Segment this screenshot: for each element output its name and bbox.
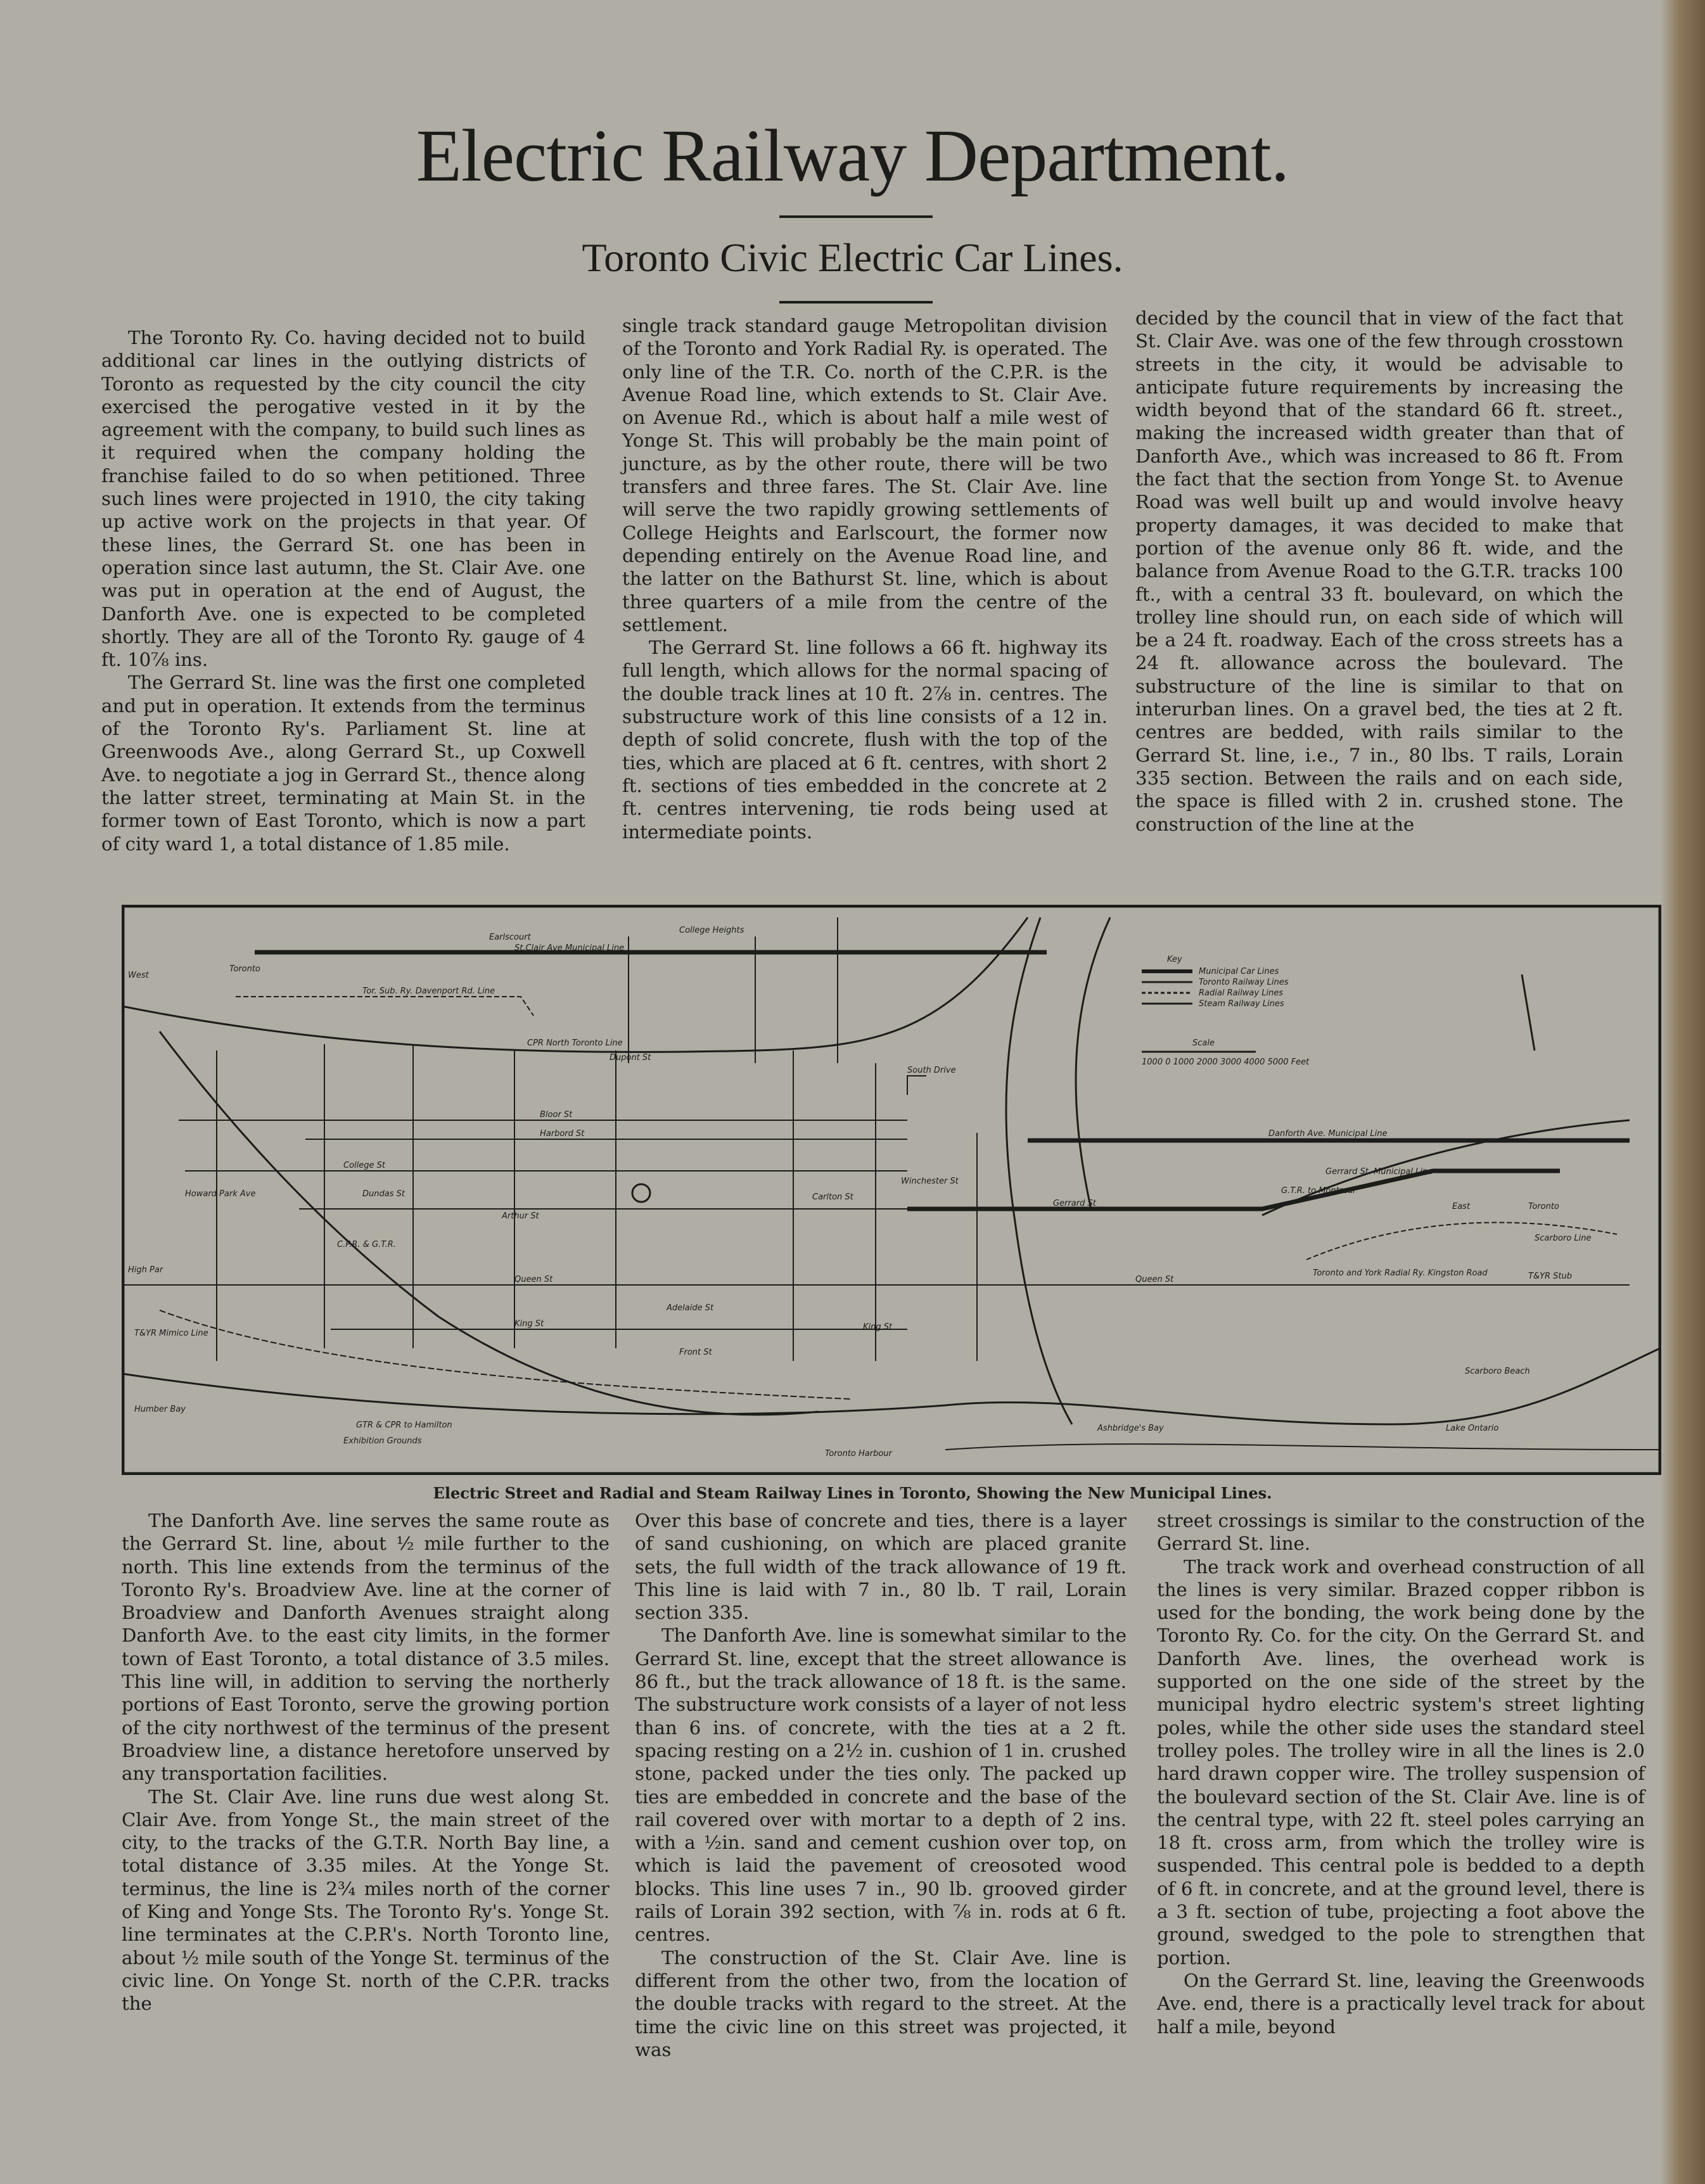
paragraph: Over this base of concrete and ties, there is a layer of sand cushioning, on which are placed granite sets, the full width of the track allowance of 19 ft. This line is laid with 7 in., 80 lb. T rail, Lorain section 335.: [635, 1510, 1127, 1624]
paragraph: street crossings is similar to the construction of the Gerrard St. line.: [1157, 1510, 1645, 1555]
map-caption: Electric Street and Radial and Steam Railway Lines in Toronto, Showing the New Municipal Lines.: [433, 1484, 1272, 1502]
map-label-arthur: Arthur St: [502, 1211, 539, 1221]
map-label-toronto-west: Toronto: [229, 964, 260, 974]
map-scale-text: 1000 0 1000 2000 3000 4000 5000 Feet: [1142, 1057, 1310, 1067]
paragraph: The Gerrard St. line was the first one completed and put in operation. It extends from the terminus of the Toronto Ry's. Parliament St. line at Greenwoods Ave., along Gerrard St., up Coxwell Ave. to negotiate a jog in Gerrard St., thence along the latter street, terminating at Main St. in the former town of East Toronto, which is now a part of city ward 1, a total distance of 1.85 mile.: [101, 672, 585, 855]
paragraph: The track work and overhead construction of all the lines is very similar. Brazed copper ribbon is used for the bonding, the work being done by the Toronto Ry. Co. for the city. On the Gerrard St. and Danforth Ave. lines, the overhead work is supported on the one side of the street by the municipal hydro electric system's street lighting poles, while the other side uses the standard steel trolley poles. The trolley wire in all the lines is 2.0 hard drawn copper wire. The trolley suspension of the boulevard section of the St. Clair Ave. line is of the central type, with 22 ft. steel poles carrying an 18 ft. cross arm, from which the trolley wire is suspended. This central pole is bedded to a depth of 6 ft. in concrete, and at the ground level, there is a 3 ft. section of tube, projecting a foot above the ground, swedged to the pole to strengthen that portion.: [1157, 1555, 1645, 1969]
map-label-exhibition: Exhibition Grounds: [343, 1436, 422, 1446]
map-label-gerrard-municipal: Gerrard St. Municipal Line: [1325, 1167, 1433, 1177]
map-label-ashbridges: Ashbridge's Bay: [1097, 1424, 1164, 1433]
paragraph: The St. Clair Ave. line runs due west along St. Clair Ave. from Yonge St., the main street of the city, to the tracks of the G.T.R. North Bay line, a total distance of 3.35 miles. At the Yonge St. terminus, the line is 2¾ miles north of the corner of King and Yonge Sts. The Toronto Ry's. Yonge St. line terminates at the C.P.R's. North Toronto line, about ½ mile south of the Yonge St. terminus of the civic line. On Yonge St. north of the C.P.R. tracks the: [122, 1785, 610, 2015]
map-label-carlton: Carlton St: [812, 1192, 853, 1202]
subtitle-rule: [779, 301, 933, 303]
page-title: Electric Railway Department.: [416, 114, 1289, 197]
paragraph: decided by the council that in view of the fact that St. Clair Ave. was one of the few through crosstown streets in the city, it would be advisable to anticipate future requirements by increasing the width beyond that of the standard 66 ft. street., making the increased width greater than that of Danforth Ave., which was increased to 86 ft. From the fact that the section from Yonge St. to Avenue Road was well built up and would involve heavy property damages, it was decided to make that portion of the avenue only 86 ft. wide, and the balance from Avenue Road to the G.T.R. tracks 100 ft., with a central 33 ft. boulevard, on which the trolley line should run, on each side of which will be a 24 ft. roadway. Each of the cross streets has a 24 ft. allowance across the boulevard. The substructure of the line is similar to that on interurban lines. On a gravel bed, the ties at 2 ft. centres are bedded, with rails similar to the Gerrard St. line, i.e., 7 in., 80 lbs. T rails, Lorain 335 section. Between the rails and on each side, the space is filled with 2 in. crushed stone. The construction of the line at the: [1135, 307, 1623, 835]
map-label-front: Front St: [679, 1348, 712, 1357]
article-column-5: [635, 1509, 1127, 2061]
map-label-king-west: King St: [514, 1319, 544, 1329]
paragraph: The construction of the St. Clair Ave. line is different from the other two, from the location of the double tracks with regard to the street. At the time the civic line on this street was projected, it was: [635, 1946, 1127, 2060]
map-label-college: College St: [343, 1161, 385, 1170]
map-key-item: Municipal Car Lines: [1199, 967, 1279, 976]
map-label-dupont: Dupont St: [610, 1053, 651, 1063]
map-label-tyr-mimico: T&YR Mimico Line: [134, 1329, 208, 1338]
map-label-cpr-gtr: C.P.R. & G.T.R.: [337, 1240, 396, 1249]
railway-map: [122, 905, 1661, 1475]
map-label-winchester: Winchester St: [901, 1177, 959, 1186]
article-column-2: [622, 314, 1108, 843]
map-label-gtr-montreal: G.T.R. to Montreal: [1281, 1186, 1355, 1196]
map-label-danforth: Danforth Ave. Municipal Line: [1268, 1129, 1388, 1139]
paragraph: The Gerrard St. line follows a 66 ft. highway its full length, which allows for the normal spacing of the double track lines at 10 ft. 2⅞ in. centres. The substructure work of this line consists of a 12 in. depth of solid concrete, flush with the top of the ties, which are placed at 6 ft. centres, with short 2 ft. sections of ties embedded in the concrete at 2 ft. centres intervening, tie rods being used at intermediate points.: [622, 637, 1108, 843]
map-label-cpr-north: CPR North Toronto Line: [527, 1038, 623, 1048]
map-label-gerrard: Gerrard St: [1053, 1199, 1096, 1208]
map-label-college-heights: College Heights: [679, 926, 744, 935]
map-label-gtr-cpr-hamilton: GTR & CPR to Hamilton: [356, 1421, 452, 1430]
paragraph: single track standard gauge Metropolitan division of the Toronto and York Radial Ry. is operated. The only line of the T.R. Co. north of the C.P.R. is the Avenue Road line, which extends to St. Clair Ave. on Avenue Rd., which is about half a mile west of Yonge St. This will probably be the main point of juncture, as by the other route, there will be two transfers and three fares. The St. Clair Ave. line will serve the two rapidly growing settlements of College Heights and Earlscourt, the former now depending entirely on the Avenue Road line, and the latter on the Bathurst St. line, which is about three quarters of a mile from the centre of the settlement.: [622, 315, 1108, 635]
map-key-item: Toronto Railway Lines: [1199, 978, 1289, 987]
map-label-scarboro-line: Scarboro Line: [1535, 1234, 1592, 1243]
map-label-humber-bay: Humber Bay: [134, 1405, 186, 1414]
map-label-king-east: King St: [863, 1322, 893, 1332]
article-column-4: [122, 1509, 610, 2015]
map-label-dundas-st: Dundas St: [362, 1189, 405, 1199]
article-column-3: [1135, 307, 1623, 836]
map-label-high-park: High Par: [128, 1265, 163, 1275]
map-label-radial: Toronto and York Radial Ry. Kingston Road: [1313, 1268, 1488, 1278]
map-label-toronto-east: Toronto: [1528, 1202, 1559, 1211]
map-label-earlscourt: Earlscourt: [489, 933, 531, 942]
map-frame: [123, 906, 1660, 1474]
map-label-lake-ontario: Lake Ontario: [1446, 1424, 1499, 1433]
map-label-queen-east: Queen St: [1135, 1275, 1174, 1284]
paragraph: The Danforth Ave. line is somewhat similar to the Gerrard St. line, except that the street allowance is 86 ft., but the track allowance of 18 ft. is the same. The substructure work consists of a layer of not less than 6 ins. of concrete, with the ties at a 2 ft. spacing resting on a 2½ in. cushion of 1 in. crushed stone, packed under the ties only. The packed up ties are embedded in concrete and the base of the rail covered over with mortar to a depth of 2 ins. with a ½in. sand and cement cushion over top, on which is laid the pavement of creosoted wood blocks. This line uses 7 in., 90 lb. grooved girder rails of Lorain 392 section, with ⅞ in. rods at 6 ft. centres.: [635, 1625, 1127, 1946]
paragraph: The Toronto Ry. Co. having decided not to build additional car lines in the outlying districts of Toronto as requested by the city council the city exercised the perogative vested in it by the agreement with the company, to build such lines as it required when the company holding the franchise failed to do so when petitioned. Three such lines were projected in 1910, the city taking up active work on the projects in that year. Of these lines, the Gerrard St. one has been in operation since last autumn, the St. Clair Ave. one was put in operation at the end of August, the Danforth Ave. one is expected to be completed shortly. They are all of the Toronto Ry. gauge of 4 ft. 10⅞ ins.: [101, 327, 585, 671]
map-label-tor-sub: Tor. Sub. Ry. Davenport Rd. Line: [362, 987, 495, 996]
paragraph: On the Gerrard St. line, leaving the Greenwoods Ave. end, there is a practically level track for about half a mile, beyond: [1157, 1969, 1645, 2038]
map-label-tyr-stub: T&YR Stub: [1528, 1272, 1573, 1281]
map-key-item: Radial Railway Lines: [1199, 988, 1284, 998]
map-label-queen-west: Queen St: [514, 1275, 553, 1284]
map-key-title: Key: [1167, 955, 1182, 964]
map-key-item: Steam Railway Lines: [1199, 999, 1284, 1009]
map-label-harbour: Toronto Harbour: [825, 1449, 892, 1459]
title-rule: [779, 215, 933, 218]
article-column-6: [1157, 1509, 1645, 2038]
map-label-howard-park: Howard Park Ave: [185, 1189, 256, 1199]
map-label-west: West: [128, 971, 149, 980]
map-label-bloor: Bloor St: [540, 1110, 573, 1120]
map-label-south-drive: South Drive: [907, 1066, 956, 1075]
map-label-stclair: St.Clair Ave Municipal Line: [514, 943, 625, 953]
page-edge: [1661, 0, 1705, 2184]
map-label-scarboro-beach: Scarboro Beach: [1465, 1367, 1530, 1376]
article-column-1: [101, 326, 585, 855]
map-label-harbord: Harbord St: [540, 1129, 585, 1139]
map-label-adelaide: Adelaide St: [667, 1303, 714, 1313]
map-label-east: East: [1452, 1202, 1471, 1211]
paragraph: The Danforth Ave. line serves the same route as the Gerrard St. line, about ½ mile further to the north. This line extends from the terminus of the Toronto Ry's. Broadview Ave. line at the corner of Broadview and Danforth Avenues straight along Danforth Ave. to the east city limits, in the former town of East Toronto, a total distance of 3.5 miles. This line will, in addition to serving the northerly portions of East Toronto, serve the growing portion of the city northwest of the terminus of the present Broadview line, a distance heretofore unserved by any transportation facilities.: [122, 1510, 610, 1785]
article-subtitle: Toronto Civic Electric Car Lines.: [582, 235, 1123, 280]
map-scale-title: Scale: [1192, 1038, 1215, 1048]
